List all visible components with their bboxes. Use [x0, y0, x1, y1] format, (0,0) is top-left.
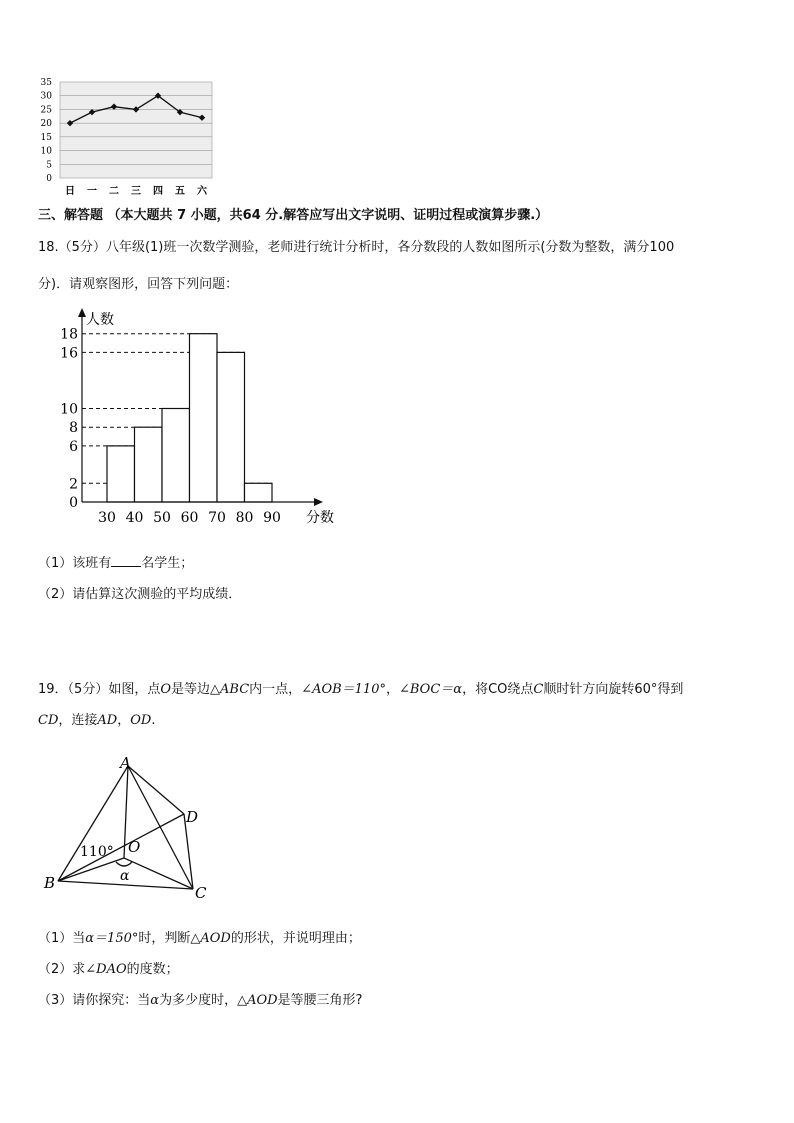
histogram-x-arrow — [314, 498, 323, 506]
y-tick-label: 15 — [40, 132, 52, 143]
q18-sub1-prefix: （1）该班有 — [38, 556, 112, 571]
histogram — [50, 306, 350, 531]
q19-period: . — [151, 713, 156, 728]
q19-angle-dao: ∠DAO — [85, 962, 127, 977]
line-chart-x-ticks — [65, 184, 208, 197]
q19-text-d: ，将CO绕点 — [462, 682, 534, 697]
q18-sub1-suffix: 名学生； — [141, 556, 194, 571]
q19-triangle-aod-2: △AOD — [237, 993, 278, 1008]
q18-sub2: （2）请估算这次测验的平均成绩． — [38, 587, 242, 602]
q19-sub1-a: （1）当 — [38, 931, 86, 946]
y-tick-label: 10 — [40, 146, 52, 157]
histogram-x-label: 分数 — [306, 510, 334, 526]
section-heading — [38, 204, 548, 223]
q19-sub2 — [38, 958, 179, 977]
q19-angle-boc: ∠BOC＝α — [399, 682, 463, 697]
y-tick-label: 2 — [69, 476, 78, 493]
angle-label-alpha: α — [120, 868, 130, 884]
q19-stem-line2 — [38, 709, 155, 728]
q19-sub2-b: 的度数； — [126, 962, 179, 977]
histogram-y-label: 人数 — [86, 312, 114, 328]
x-tick-label: 二 — [109, 186, 119, 197]
x-tick-label: 70 — [208, 510, 226, 526]
angle-label-110: 110° — [80, 844, 114, 860]
q18-sub1 — [38, 552, 193, 571]
q19-sub3-c: 是等腰三角形? — [277, 993, 363, 1008]
q18-stem-line1: 18.（5分）八年级(1)班一次数学测验，老师进行统计分析时，各分数段的人数如图所示(分数为整数，满分100 — [38, 240, 675, 255]
histogram-y-ticks — [60, 327, 78, 511]
y-tick-label: 16 — [60, 345, 78, 362]
q19-sub1 — [38, 927, 361, 946]
q19-segment-ad: AD — [97, 713, 118, 728]
histogram-bar — [190, 334, 218, 502]
x-tick-label: 三 — [131, 186, 141, 197]
q19-text-f: ，连接 — [58, 713, 98, 728]
q19-alpha-150: α＝150° — [85, 931, 139, 946]
point-label-d: D — [186, 808, 199, 826]
geometry-figure — [36, 752, 226, 902]
q19-segment-od: OD — [130, 713, 152, 728]
x-tick-label: 五 — [175, 186, 185, 197]
x-tick-label: 日 — [65, 186, 75, 197]
answer-blank[interactable] — [111, 554, 141, 567]
q19-alpha: α — [150, 993, 160, 1008]
histogram-bar — [217, 352, 245, 502]
y-tick-label: 6 — [69, 438, 78, 455]
section-title: 三、解答题 — [38, 208, 104, 223]
histogram-bars — [107, 334, 272, 502]
histogram-x-ticks — [98, 510, 281, 526]
y-tick-label: 5 — [46, 160, 52, 171]
x-tick-label: 40 — [125, 510, 144, 526]
q19-text-e: 顺时针方向旋转60°得到 — [543, 682, 684, 697]
q19-text-c: 内一点， — [249, 682, 302, 697]
histogram-bar — [245, 483, 273, 502]
point-label-a: A — [120, 754, 131, 772]
line-chart-y-ticks — [41, 78, 53, 184]
q19-comma: ， — [117, 713, 131, 728]
q19-stem-line1 — [38, 678, 683, 697]
y-tick-label: 20 — [40, 119, 52, 130]
y-tick-label: 8 — [69, 420, 78, 437]
x-tick-label: 90 — [263, 510, 281, 526]
x-tick-label: 30 — [98, 510, 116, 526]
y-tick-label: 30 — [40, 91, 52, 102]
y-tick-label: 18 — [60, 326, 78, 343]
x-tick-label: 一 — [87, 186, 97, 197]
histogram-y-arrow — [78, 308, 86, 317]
q19-sub1-c: 的形状，并说明理由； — [230, 931, 361, 946]
x-tick-label: 四 — [153, 186, 163, 197]
x-tick-label: 80 — [235, 510, 254, 526]
q19-segment-cd: CD — [38, 713, 59, 728]
y-tick-label: 25 — [40, 105, 52, 116]
line-chart — [30, 76, 230, 200]
histogram-bar — [162, 409, 190, 503]
x-tick-label: 60 — [180, 510, 199, 526]
q19-sep: ， — [385, 682, 399, 697]
q19-point-c: C — [533, 682, 544, 697]
point-label-c: C — [195, 884, 207, 902]
point-label-b: B — [44, 874, 56, 892]
q19-sub1-b: 时，判断 — [138, 931, 191, 946]
y-tick-label: 0 — [69, 495, 78, 511]
point-label-o: O — [128, 838, 141, 856]
y-tick-label: 0 — [46, 174, 52, 184]
y-tick-label: 10 — [60, 401, 78, 418]
q19-text-b: 是等边 — [171, 682, 211, 697]
x-tick-label: 50 — [153, 510, 171, 526]
q19-point-o: O — [160, 682, 171, 697]
q19-sub2-a: （2）求 — [38, 962, 86, 977]
histogram-bar — [107, 446, 135, 502]
q19-triangle-abc: △ABC — [210, 682, 250, 697]
q19-text-a: 19．（5分）如图，点 — [38, 682, 161, 697]
section-note: （本大题共 7 小题，共64 分.解答应写出文字说明、证明过程或演算步骤.） — [107, 208, 549, 223]
q19-sub3-a: （3）请你探究：当 — [38, 993, 151, 1008]
q19-sub3 — [38, 989, 362, 1008]
q19-triangle-aod: △AOD — [190, 931, 231, 946]
q19-angle-aob: ∠AOB＝110° — [301, 682, 386, 697]
x-tick-label: 六 — [197, 186, 207, 197]
q19-sub3-b: 为多少度时， — [159, 993, 238, 1008]
q18-stem-line2: 分)．请观察图形，回答下列问题： — [38, 277, 239, 292]
y-tick-label: 35 — [40, 78, 52, 88]
histogram-bar — [135, 427, 163, 502]
